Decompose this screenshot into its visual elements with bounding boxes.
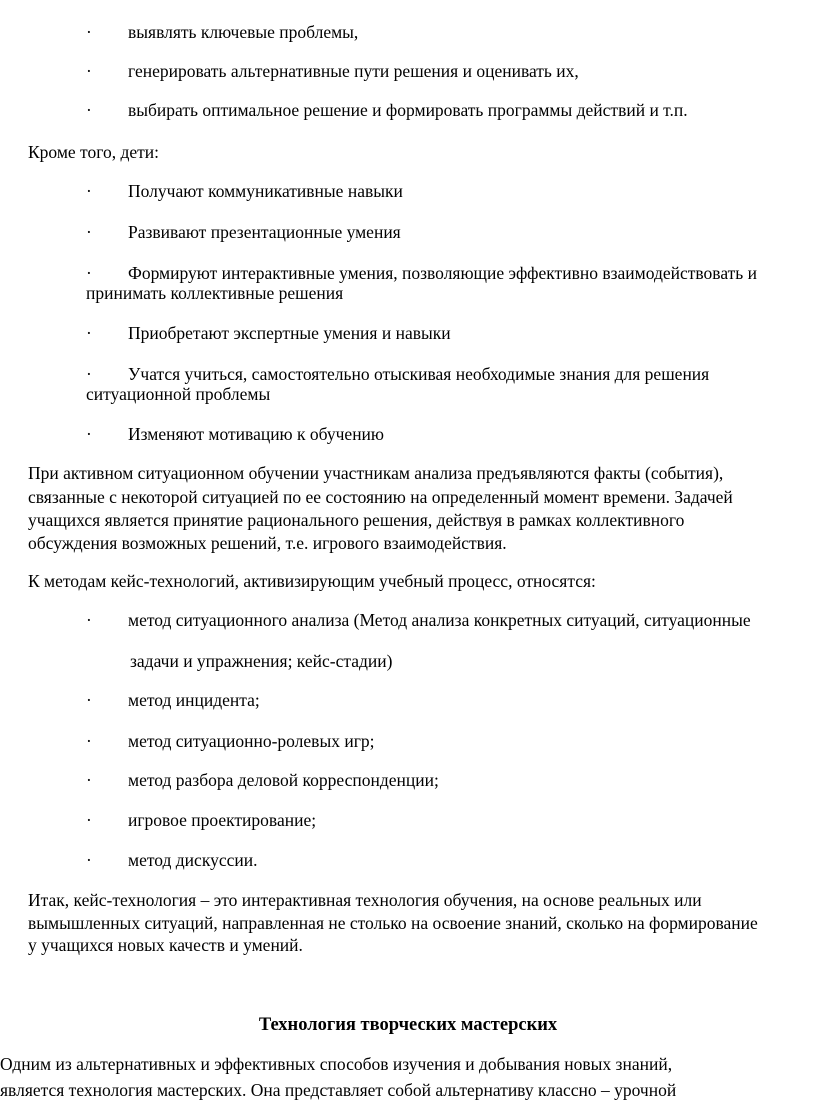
bullet-marker: · xyxy=(86,731,92,751)
list-item-continuation: ситуационной проблемы xyxy=(86,384,271,404)
list-item: Учатся учиться, самостоятельно отыскивая необходимые знания для решения xyxy=(128,364,710,384)
list-item: Изменяют мотивацию к обучению xyxy=(128,424,384,444)
bullet-marker: · xyxy=(86,424,92,444)
list-item: Получают коммуникативные навыки xyxy=(128,181,403,201)
bullet-marker: · xyxy=(86,222,92,242)
methods-intro: К методам кейс-технологий, активизирующим учебный процесс, относятся: xyxy=(28,571,596,591)
paragraph-line: При активном ситуационном обучении участникам анализа предъявляются факты (события), xyxy=(28,463,724,483)
bullet-marker: · xyxy=(86,690,92,710)
bullet-marker: · xyxy=(86,364,92,384)
kids-intro: Кроме того, дети: xyxy=(28,142,160,162)
list-item: метод ситуационно-ролевых игр; xyxy=(128,731,375,751)
paragraph-line: Итак, кейс-технология – это интерактивная технология обучения, на основе реальных или xyxy=(28,890,702,910)
paragraph-line: является технология мастерских. Она представляет собой альтернативу классно – урочной xyxy=(0,1080,677,1100)
bullet-marker: · xyxy=(86,810,92,830)
bullet-marker: · xyxy=(86,181,92,201)
list-item: метод дискуссии. xyxy=(128,850,258,870)
section-heading: Технология творческих мастерских xyxy=(258,1015,558,1035)
bullet-marker: · xyxy=(86,22,92,42)
list-item: генерировать альтернативные пути решения и оценивать их, xyxy=(128,61,579,81)
list-item: метод инцидента; xyxy=(128,690,260,710)
paragraph-line: Одним из альтернативных и эффективных способов изучения и добывания новых знаний, xyxy=(0,1054,673,1074)
bullet-marker: · xyxy=(86,770,92,790)
list-item: игровое проектирование; xyxy=(128,810,317,830)
list-item: Формируют интерактивные умения, позволяющие эффективно взаимодействовать и xyxy=(128,263,758,283)
bullet-marker: · xyxy=(86,610,92,630)
list-item: Развивают презентационные умения xyxy=(128,222,401,242)
paragraph-line: вымышленных ситуаций, направленная не столько на освоение знаний, сколько на формирование xyxy=(28,913,758,933)
list-item: метод ситуационного анализа (Метод анализа конкретных ситуаций, ситуационные xyxy=(128,610,751,630)
list-item: выбирать оптимальное решение и формировать программы действий и т.п. xyxy=(128,100,688,120)
paragraph-line: обсуждения возможных решений, т.е. игрового взаимодействия. xyxy=(28,533,507,553)
list-item-continuation: задачи и упражнения; кейс-стадии) xyxy=(130,651,393,671)
bullet-marker: · xyxy=(86,323,92,343)
bullet-marker: · xyxy=(86,263,92,283)
bullet-marker: · xyxy=(86,100,92,120)
list-item-continuation: принимать коллективные решения xyxy=(86,283,344,303)
list-item: метод разбора деловой корреспонденции; xyxy=(128,770,439,790)
paragraph-line: учащихся является принятие рационального решения, действуя в рамках коллективного xyxy=(28,510,685,530)
paragraph-line: связанные с некоторой ситуацией по ее состоянию на определенный момент времени. Задачей xyxy=(28,487,733,507)
bullet-marker: · xyxy=(86,61,92,81)
list-item: Приобретают экспертные умения и навыки xyxy=(128,323,451,343)
list-item: выявлять ключевые проблемы, xyxy=(128,22,359,42)
paragraph-line: у учащихся новых качеств и умений. xyxy=(28,935,303,955)
bullet-marker: · xyxy=(86,850,92,870)
